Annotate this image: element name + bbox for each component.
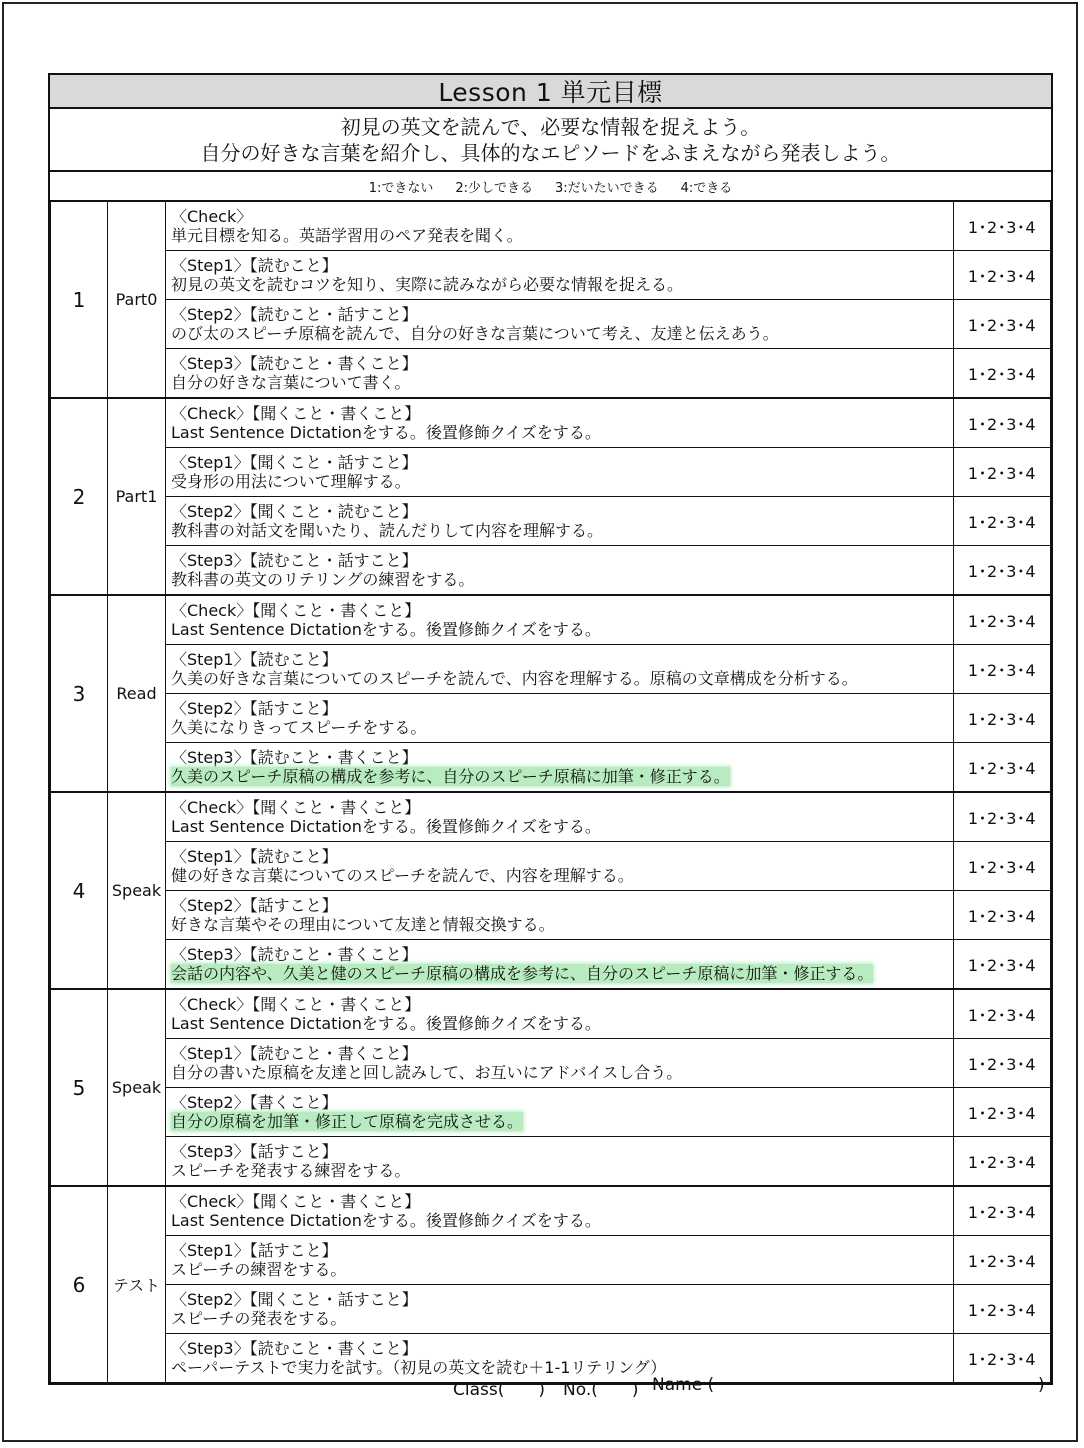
unit-part: Speak [108,989,166,1186]
step-title: 〈Check〉【聞くこと・書くこと】 [171,798,421,817]
step-title: 〈Step3〉【読むこと・書くこと】 [171,1339,418,1358]
step-content [166,792,954,842]
step-content [166,1088,954,1137]
unit-number: 5 [51,989,108,1186]
step-row [51,1285,1051,1334]
step-content [166,743,954,793]
step-row [51,497,1051,546]
sheet-title: Lesson 1 単元目標 [50,75,1051,109]
goal-sheet [48,73,1053,1385]
self-rating[interactable]: 1･2･3･4 [954,989,1051,1039]
step-title: 〈Step1〉【話すこと】 [171,1241,338,1260]
unit-number: 1 [51,202,108,398]
step-title: 〈Step3〉【読むこと・書くこと】 [171,354,418,373]
step-description: 自分の原稿を加筆・修正して原稿を完成させる。 [171,1112,524,1131]
step-description: 初見の英文を読むコツを知り、実際に読みながら必要な情報を捉える。 [171,275,684,294]
step-row [51,349,1051,399]
step-content [166,300,954,349]
unit-number: 3 [51,595,108,792]
step-description: 自分の書いた原稿を友達と回し読みして、お互いにアドバイスし合う。 [171,1063,683,1082]
step-row [51,595,1051,645]
self-rating[interactable]: 1･2･3･4 [954,842,1051,891]
step-content [166,1285,954,1334]
step-content [166,842,954,891]
scale-4: 4:できる [680,180,733,196]
step-row [51,300,1051,349]
self-rating[interactable]: 1･2･3･4 [954,497,1051,546]
step-content [166,1039,954,1088]
step-description: Last Sentence Dictationをする。後置修飾クイズをする。 [171,817,601,836]
step-title: 〈Check〉【聞くこと・書くこと】 [171,404,421,423]
step-row [51,989,1051,1039]
step-title: 〈Step1〉【読むこと】 [171,650,338,669]
step-content [166,940,954,990]
step-title: 〈Step1〉【聞くこと・話すこと】 [171,453,418,472]
footer [0,1375,1084,1400]
step-description: Last Sentence Dictationをする。後置修飾クイズをする。 [171,423,601,442]
self-rating[interactable]: 1･2･3･4 [954,349,1051,399]
step-content [166,694,954,743]
self-rating[interactable]: 1･2･3･4 [954,940,1051,990]
step-title: 〈Step2〉【話すこと】 [171,699,338,718]
self-rating[interactable]: 1･2･3･4 [954,694,1051,743]
name-field-close: ) [1038,1375,1045,1395]
steps-table [50,202,1051,1383]
step-content [166,1236,954,1285]
step-content [166,546,954,596]
step-row [51,1186,1051,1236]
self-rating[interactable]: 1･2･3･4 [954,1186,1051,1236]
step-content [166,398,954,448]
step-content [166,891,954,940]
step-description: 教科書の英文のリテリングの練習をする。 [171,570,475,589]
step-description: 受身形の用法について理解する。 [171,472,411,491]
unit-part: Part0 [108,202,166,398]
step-row [51,743,1051,793]
step-content [166,251,954,300]
step-description: Last Sentence Dictationをする。後置修飾クイズをする。 [171,620,601,639]
step-content [166,1137,954,1187]
unit-number: 2 [51,398,108,595]
step-content [166,1186,954,1236]
self-rating[interactable]: 1･2･3･4 [954,891,1051,940]
step-row [51,251,1051,300]
goal-line-1: 初見の英文を読んで、必要な情報を捉えよう。 [340,114,761,139]
self-rating[interactable]: 1･2･3･4 [954,1039,1051,1088]
step-description: Last Sentence Dictationをする。後置修飾クイズをする。 [171,1211,601,1230]
step-row [51,842,1051,891]
step-description: 単元目標を知る。英語学習用のペア発表を聞く。 [171,226,523,245]
step-row [51,1088,1051,1137]
step-description: ペーパーテストで実力を試す。（初見の英文を読む＋1-1リテリング） [171,1358,667,1377]
step-title: 〈Step2〉【書くこと】 [171,1093,338,1112]
step-title: 〈Step1〉【読むこと】 [171,847,338,866]
step-content [166,497,954,546]
step-description: 会話の内容や、久美と健のスピーチ原稿の構成を参考に、自分のスピーチ原稿に加筆・修正する。 [171,964,874,983]
goal-line-2: 自分の好きな言葉を紹介し、具体的なエピソードをふまえながら発表しよう。 [200,140,901,165]
self-rating[interactable]: 1･2･3･4 [954,448,1051,497]
self-rating[interactable]: 1･2･3･4 [954,1236,1051,1285]
step-title: 〈Step3〉【話すこと】 [171,1142,338,1161]
number-field[interactable]: No.( ) [563,1380,639,1400]
self-rating[interactable]: 1･2･3･4 [954,1088,1051,1137]
step-row [51,1039,1051,1088]
step-row [51,202,1051,251]
step-description: スピーチの練習をする。 [171,1260,347,1279]
self-rating[interactable]: 1･2･3･4 [954,1285,1051,1334]
step-content [166,989,954,1039]
step-description: 好きな言葉やその理由について友達と情報交換する。 [171,915,555,934]
step-description: 自分の好きな言葉について書く。 [171,373,411,392]
step-row [51,792,1051,842]
class-field[interactable]: Class( ) [453,1380,545,1400]
step-content [166,202,954,251]
step-row [51,645,1051,694]
step-description: 久美の好きな言葉についてのスピーチを読んで、内容を理解する。原稿の文章構成を分析する。 [171,669,858,688]
unit-part: Speak [108,792,166,989]
self-rating[interactable]: 1･2･3･4 [954,202,1051,251]
step-row [51,694,1051,743]
self-rating[interactable]: 1･2･3･4 [954,300,1051,349]
step-title: 〈Step3〉【読むこと・書くこと】 [171,748,418,767]
step-row [51,448,1051,497]
step-description: 久美のスピーチ原稿の構成を参考に、自分のスピーチ原稿に加筆・修正する。 [171,767,730,786]
self-rating[interactable]: 1･2･3･4 [954,792,1051,842]
unit-number: 4 [51,792,108,989]
step-row [51,398,1051,448]
name-field[interactable]: Name ( [652,1375,715,1395]
unit-part: Read [108,595,166,792]
step-title: 〈Check〉【聞くこと・書くこと】 [171,601,421,620]
unit-goal [50,109,1051,172]
step-title: 〈Step3〉【読むこと・話すこと】 [171,551,418,570]
step-row [51,1236,1051,1285]
step-row [51,1137,1051,1187]
step-description: 久美になりきってスピーチをする。 [171,718,427,737]
step-title: 〈Step2〉【聞くこと・話すこと】 [171,1290,418,1309]
step-description: スピーチの発表をする。 [171,1309,347,1328]
step-description: Last Sentence Dictationをする。後置修飾クイズをする。 [171,1014,601,1033]
self-rating[interactable]: 1･2･3･4 [954,645,1051,694]
self-rating[interactable]: 1･2･3･4 [954,398,1051,448]
step-title: 〈Step1〉【読むこと】 [171,256,338,275]
step-row [51,891,1051,940]
step-description: 健の好きな言葉についてのスピーチを読んで、内容を理解する。 [171,866,634,885]
rating-scale [50,172,1051,202]
step-title: 〈Step1〉【読むこと・書くこと】 [171,1044,418,1063]
self-rating[interactable]: 1･2･3･4 [954,251,1051,300]
self-rating[interactable]: 1･2･3･4 [954,743,1051,793]
step-title: 〈Step2〉【読むこと・話すこと】 [171,305,418,324]
scale-1: 1:できない [368,180,434,196]
step-content [166,448,954,497]
step-title: 〈Step2〉【聞くこと・読むこと】 [171,502,418,521]
unit-part: Part1 [108,398,166,595]
step-title: 〈Step2〉【話すこと】 [171,896,338,915]
scale-3: 3:だいたいできる [555,180,659,196]
unit-part: テスト [108,1186,166,1383]
self-rating[interactable]: 1･2･3･4 [954,1334,1051,1383]
step-content [166,349,954,399]
step-title: 〈Check〉【聞くこと・書くこと】 [171,1192,421,1211]
step-title: 〈Check〉 [171,207,253,226]
step-content [166,645,954,694]
step-description: のび太のスピーチ原稿を読んで、自分の好きな言葉について考え、友達と伝えあう。 [171,324,779,343]
scale-2: 2:少しできる [455,180,533,196]
step-row [51,546,1051,596]
step-row [51,940,1051,990]
step-content [166,595,954,645]
step-description: 教科書の対話文を聞いたり、読んだりして内容を理解する。 [171,521,604,540]
step-description: スピーチを発表する練習をする。 [171,1161,411,1180]
self-rating[interactable]: 1･2･3･4 [954,1137,1051,1187]
self-rating[interactable]: 1･2･3･4 [954,595,1051,645]
self-rating[interactable]: 1･2･3･4 [954,546,1051,596]
unit-number: 6 [51,1186,108,1383]
step-title: 〈Check〉【聞くこと・書くこと】 [171,995,421,1014]
step-title: 〈Step3〉【読むこと・書くこと】 [171,945,418,964]
